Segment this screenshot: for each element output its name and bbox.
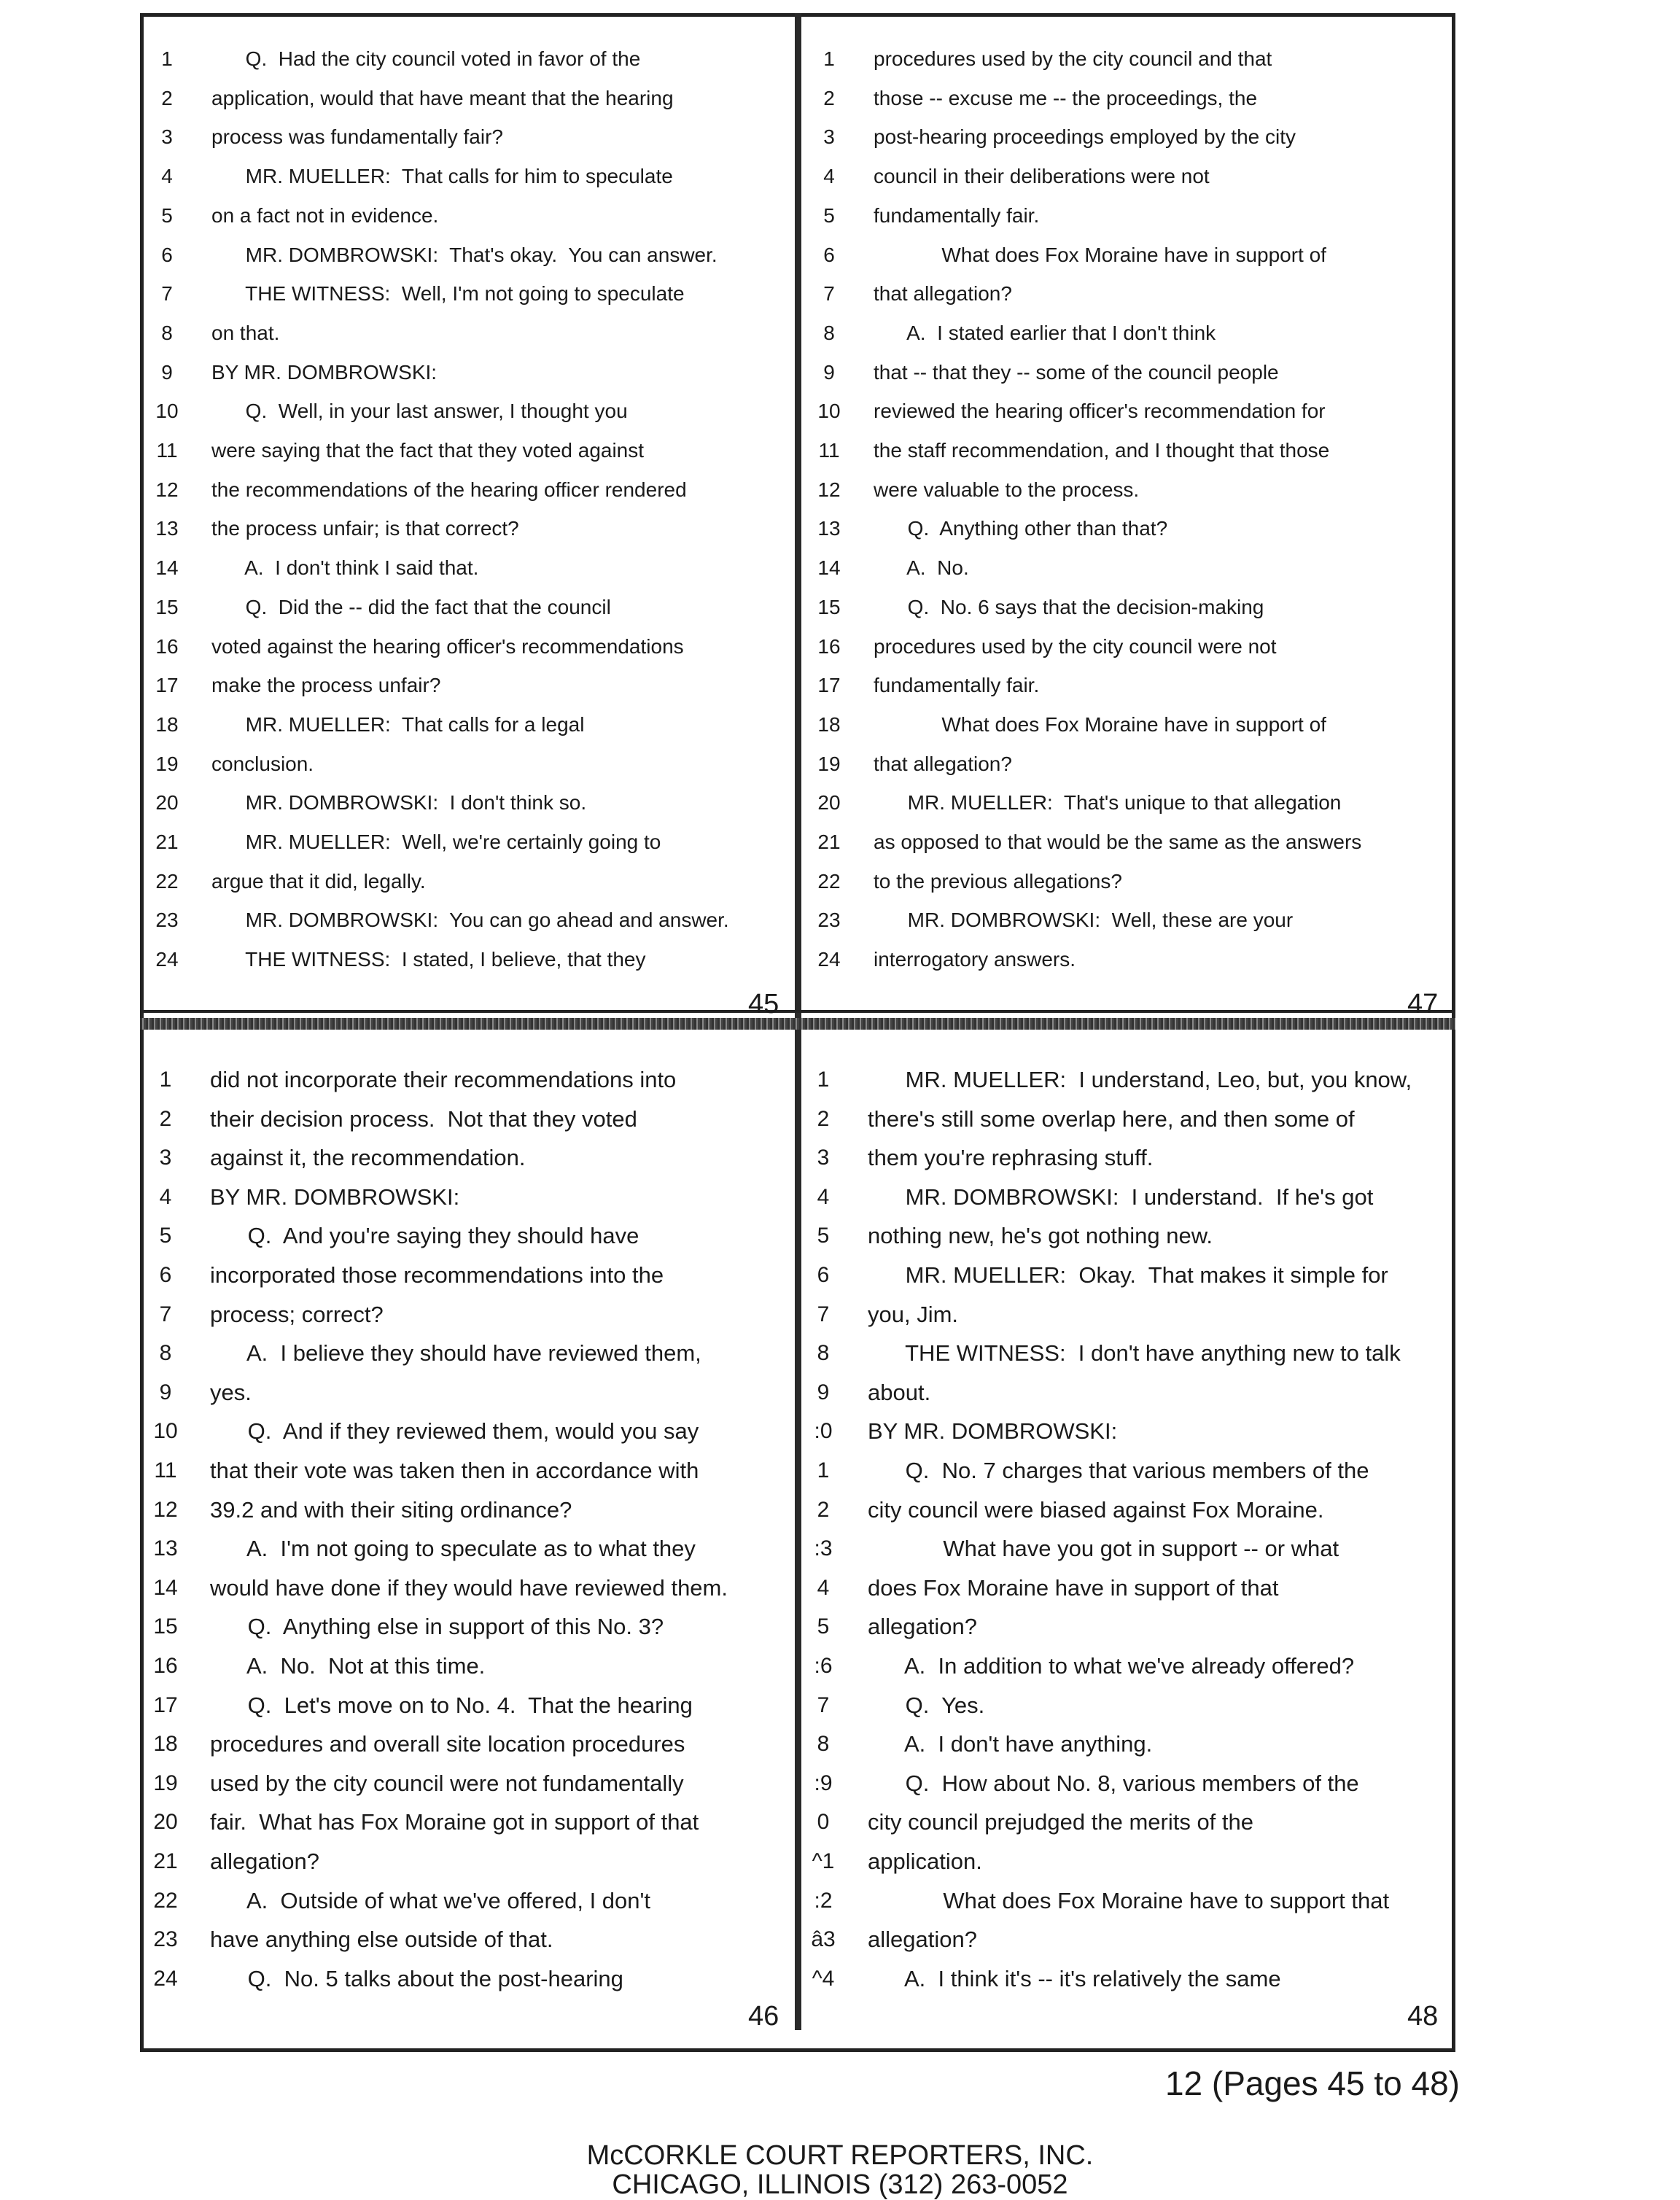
line-number: 4 — [159, 1184, 172, 1209]
line-number: 15 — [153, 1614, 178, 1639]
line-number: 8 — [823, 321, 835, 344]
line-number: 7 — [161, 282, 173, 306]
transcript-line — [808, 824, 1464, 860]
line-text: process; correct? — [210, 1301, 384, 1327]
line-text: make the process unfair? — [211, 674, 441, 697]
line-text: A. Outside of what we've offered, I don't — [210, 1887, 651, 1913]
line-number: 9 — [159, 1380, 172, 1404]
transcript-line — [802, 1101, 1458, 1138]
transcript-line — [802, 1335, 1458, 1372]
line-number: 18 — [817, 712, 841, 736]
line-number: 24 — [153, 1966, 178, 1991]
line-text: MR. DOMBROWSKI: You can go ahead and answer. — [211, 909, 729, 932]
line-number: 6 — [159, 1263, 172, 1287]
line-text: What does Fox Moraine have in support of — [874, 712, 1326, 736]
line-number: 2 — [159, 1106, 172, 1131]
transcript-line — [802, 1531, 1458, 1567]
line-text: Q. Had the city council voted in favor of the — [211, 47, 641, 70]
line-number: 14 — [155, 556, 179, 580]
line-number: 20 — [155, 791, 179, 815]
transcript-line — [146, 746, 802, 782]
transcript-line — [144, 1257, 801, 1294]
transcript-line — [808, 707, 1464, 743]
line-number: 4 — [161, 165, 173, 188]
transcript-line — [808, 550, 1464, 586]
line-text: Q. No. 7 charges that various members of the — [868, 1458, 1369, 1483]
transcript-line — [144, 1804, 801, 1841]
line-number: 12 — [153, 1497, 178, 1522]
line-number: 13 — [817, 517, 841, 540]
line-text: that -- that they -- some of the council people — [874, 360, 1279, 384]
line-number: :6 — [814, 1654, 833, 1678]
pages-range-label: 12 (Pages 45 to 48) — [1164, 2064, 1460, 2102]
line-number: 9 — [823, 360, 835, 384]
line-number: 15 — [155, 595, 179, 618]
line-text: THE WITNESS: I don't have anything new to talk — [868, 1340, 1401, 1367]
line-text: does Fox Moraine have in support of that — [868, 1574, 1279, 1601]
line-text: nothing new, he's got nothing new. — [868, 1223, 1213, 1249]
transcript-line — [144, 1531, 801, 1567]
line-number: 10 — [153, 1419, 178, 1444]
line-text: about. — [868, 1379, 931, 1405]
transcript-line — [144, 1648, 801, 1684]
line-number: 22 — [817, 869, 841, 893]
line-number: 11 — [156, 439, 178, 462]
line-number: 17 — [153, 1692, 178, 1717]
line-number: 1 — [161, 47, 173, 70]
line-number: 15 — [817, 595, 841, 618]
line-text: allegation? — [868, 1614, 977, 1640]
transcript-line — [146, 785, 802, 821]
line-text: allegation? — [210, 1849, 319, 1874]
line-text: MR. DOMBROWSKI: I understand. If he's got — [868, 1183, 1374, 1210]
transcript-line — [808, 354, 1464, 391]
line-text: A. I stated earlier that I don't think — [874, 321, 1216, 344]
line-text: What does Fox Moraine have in support of — [874, 243, 1326, 266]
transcript-line — [146, 119, 802, 155]
line-number: 16 — [155, 634, 179, 658]
transcript-line — [808, 941, 1464, 978]
transcript-line — [802, 1609, 1458, 1645]
line-text: Q. Did the -- did the fact that the council — [211, 595, 611, 618]
line-text: Q. No. 5 talks about the post-hearing — [210, 1965, 623, 1991]
transcript-line — [146, 707, 802, 743]
transcript-line — [808, 198, 1464, 234]
line-text: application. — [868, 1849, 982, 1874]
line-text: What have you got in support -- or what — [868, 1536, 1339, 1562]
line-number: 8 — [161, 321, 173, 344]
transcript-line — [144, 1101, 801, 1138]
line-text: MR. MUELLER: That calls for him to speculate — [211, 165, 673, 188]
transcript-line — [146, 629, 802, 665]
line-number: 8 — [817, 1732, 830, 1757]
court-reporter-company: McCORKLE COURT REPORTERS, INC. — [586, 2140, 1094, 2171]
line-number: 7 — [817, 1692, 830, 1717]
line-text: to the previous allegations? — [874, 869, 1122, 893]
line-text: A. No. Not at this time. — [210, 1653, 486, 1679]
line-text: A. I'm not going to speculate as to what they — [210, 1536, 696, 1562]
transcript-line — [802, 1297, 1458, 1333]
line-text: city council were biased against Fox Moraine. — [868, 1496, 1324, 1523]
transcript-line — [146, 863, 802, 900]
transcript-line — [144, 1453, 801, 1489]
line-number: 23 — [153, 1927, 178, 1952]
line-number: 7 — [823, 282, 835, 306]
line-text: A. I don't think I said that. — [211, 556, 479, 580]
transcript-line — [144, 1765, 801, 1802]
line-number: :3 — [814, 1536, 833, 1561]
line-number: 24 — [155, 948, 179, 971]
line-text: fair. What has Fox Moraine got in support of that — [210, 1809, 699, 1835]
line-text: that their vote was taken then in accordance with — [210, 1458, 699, 1483]
line-number: 18 — [155, 712, 179, 736]
line-number: 9 — [161, 360, 173, 384]
line-text: MR. DOMBROWSKI: I don't think so. — [211, 791, 587, 815]
transcript-line — [144, 1883, 801, 1919]
line-text: have anything else outside of that. — [210, 1927, 553, 1953]
line-text: incorporated those recommendations into the — [210, 1262, 664, 1288]
transcript-line — [146, 472, 802, 508]
line-number: 10 — [155, 400, 179, 423]
line-text: Q. Let's move on to No. 4. That the hearing — [210, 1692, 693, 1718]
line-number: 7 — [817, 1302, 830, 1326]
line-text: Q. Anything other than that? — [874, 517, 1168, 540]
transcript-line — [144, 1297, 801, 1333]
line-number: 4 — [817, 1184, 830, 1209]
transcript-line — [808, 276, 1464, 312]
transcript-line — [808, 432, 1464, 469]
line-text: MR. DOMBROWSKI: Well, these are your — [874, 909, 1294, 932]
transcript-line — [802, 1413, 1458, 1450]
transcript-line — [802, 1218, 1458, 1254]
line-text: What does Fox Moraine have to support that — [868, 1887, 1390, 1913]
transcript-line — [808, 785, 1464, 821]
transcript-line — [146, 158, 802, 195]
line-text: 39.2 and with their siting ordinance? — [210, 1496, 572, 1523]
transcript-line — [802, 1921, 1458, 1958]
transcript-line — [144, 1570, 801, 1606]
transcript-line — [808, 902, 1464, 938]
page-number-45: 45 — [748, 989, 779, 1019]
transcript-line — [802, 1570, 1458, 1606]
transcript-line — [146, 354, 802, 391]
line-number: ^4 — [812, 1966, 835, 1991]
transcript-line — [144, 1218, 801, 1254]
transcript-line — [808, 746, 1464, 782]
line-number: 8 — [159, 1341, 172, 1366]
line-text: process was fundamentally fair? — [211, 125, 503, 149]
transcript-line — [802, 1179, 1458, 1216]
line-text: Q. And you're saying they should have — [210, 1223, 639, 1249]
page-number-48: 48 — [1407, 2001, 1439, 2032]
transcript-line — [144, 1335, 801, 1372]
line-text: MR. MUELLER: Okay. That makes it simple for — [868, 1262, 1388, 1288]
line-number: 20 — [153, 1810, 178, 1835]
line-number: ^1 — [812, 1849, 835, 1873]
transcript-line — [146, 432, 802, 469]
transcript-line — [144, 1609, 801, 1645]
line-number: 6 — [161, 243, 173, 266]
page-number-46: 46 — [748, 2001, 779, 2032]
transcript-line — [146, 550, 802, 586]
transcript-line — [808, 41, 1464, 77]
transcript-line — [146, 589, 802, 626]
line-number: 12 — [155, 478, 179, 501]
line-number: 6 — [817, 1263, 830, 1287]
transcript-line — [144, 1375, 801, 1411]
line-number: 2 — [817, 1106, 830, 1131]
line-number: 18 — [153, 1732, 178, 1757]
line-number: 1 — [817, 1458, 830, 1482]
line-number: 21 — [153, 1849, 178, 1873]
line-text: were valuable to the process. — [874, 478, 1140, 501]
transcript-line — [808, 80, 1464, 117]
line-text: procedures used by the city council and that — [874, 47, 1272, 70]
line-text: BY MR. DOMBROWSKI: — [211, 360, 438, 384]
transcript-line — [802, 1492, 1458, 1528]
line-number: â3 — [811, 1927, 836, 1952]
transcript-line — [146, 824, 802, 860]
transcript-line — [802, 1883, 1458, 1919]
transcript-line — [802, 1961, 1458, 1997]
line-number: 11 — [818, 439, 840, 462]
line-text: allegation? — [868, 1927, 977, 1953]
line-number: 19 — [153, 1771, 178, 1795]
line-text: A. No. — [874, 556, 969, 580]
line-text: that allegation? — [874, 752, 1012, 775]
transcript-line — [146, 80, 802, 117]
line-text: against it, the recommendation. — [210, 1145, 526, 1171]
line-text: voted against the hearing officer's recommendations — [211, 634, 684, 658]
transcript-line — [802, 1062, 1458, 1098]
line-text: MR. MUELLER: I understand, Leo, but, you know, — [868, 1067, 1412, 1092]
transcript-line — [808, 237, 1464, 273]
line-text: argue that it did, legally. — [211, 869, 426, 893]
transcript-line — [146, 393, 802, 429]
line-text: on a fact not in evidence. — [211, 203, 439, 227]
line-number: 5 — [159, 1224, 172, 1248]
line-number: 4 — [823, 165, 835, 188]
line-text: A. In addition to what we've already offered? — [868, 1653, 1355, 1679]
line-number: 14 — [817, 556, 841, 580]
line-number: 21 — [155, 831, 179, 853]
line-number: 6 — [823, 243, 835, 266]
line-text: Q. How about No. 8, various members of the — [868, 1770, 1359, 1796]
line-number: 5 — [161, 203, 173, 227]
transcript-line — [146, 667, 802, 704]
horizontal-page-divider — [140, 1018, 1455, 1030]
line-text: Q. Anything else in support of this No. 3? — [210, 1614, 664, 1640]
line-text: conclusion. — [211, 752, 314, 775]
line-number: 22 — [155, 869, 179, 893]
line-number: 3 — [161, 125, 173, 149]
transcript-line — [808, 315, 1464, 351]
line-text: as opposed to that would be the same as the answers — [874, 831, 1362, 853]
transcript-line — [802, 1257, 1458, 1294]
transcript-line — [808, 667, 1464, 704]
line-text: application, would that have meant that the hearing — [211, 86, 674, 109]
line-text: MR. MUELLER: Well, we're certainly going to — [211, 831, 661, 853]
line-text: MR. DOMBROWSKI: That's okay. You can answer. — [211, 243, 718, 266]
transcript-line — [808, 158, 1464, 195]
line-text: them you're rephrasing stuff. — [868, 1145, 1154, 1171]
line-text: yes. — [210, 1379, 252, 1405]
line-number: 9 — [817, 1380, 830, 1404]
line-number: 16 — [153, 1654, 178, 1678]
transcript-line — [144, 1140, 801, 1176]
line-number: 3 — [823, 125, 835, 149]
transcript-line — [808, 589, 1464, 626]
transcript-line — [808, 629, 1464, 665]
line-number: 10 — [817, 400, 841, 423]
line-number: 24 — [817, 948, 841, 971]
transcript-line — [144, 1413, 801, 1450]
transcript-line — [146, 941, 802, 978]
horizontal-divider-line — [140, 1010, 1455, 1013]
transcript-line — [146, 41, 802, 77]
line-text: did not incorporate their recommendations into — [210, 1067, 677, 1092]
line-number: 2 — [823, 86, 835, 109]
transcript-line — [802, 1765, 1458, 1802]
line-number: 3 — [159, 1146, 172, 1170]
page-number-47: 47 — [1407, 989, 1439, 1019]
line-text: were saying that the fact that they voted against — [211, 439, 645, 462]
line-text: their decision process. Not that they voted — [210, 1105, 637, 1132]
line-text: MR. MUELLER: That calls for a legal — [211, 712, 585, 736]
transcript-line — [802, 1687, 1458, 1724]
line-number: 13 — [153, 1536, 178, 1561]
line-number: :9 — [814, 1771, 833, 1795]
transcript-line — [146, 315, 802, 351]
line-number: 23 — [817, 909, 841, 932]
line-text: you, Jim. — [868, 1301, 959, 1327]
line-number: 5 — [817, 1614, 830, 1639]
line-number: 16 — [817, 634, 841, 658]
transcript-line — [144, 1961, 801, 1997]
line-number: 23 — [155, 909, 179, 932]
line-number: 13 — [155, 517, 179, 540]
line-number: 5 — [817, 1224, 830, 1248]
line-number: 0 — [817, 1810, 830, 1835]
line-number: 22 — [153, 1888, 178, 1913]
transcript-line — [146, 276, 802, 312]
line-text: BY MR. DOMBROWSKI: — [210, 1183, 460, 1210]
transcript-line — [144, 1062, 801, 1098]
line-text: city council prejudged the merits of the — [868, 1809, 1253, 1835]
line-text: council in their deliberations were not — [874, 165, 1210, 188]
line-text: BY MR. DOMBROWSKI: — [868, 1418, 1118, 1445]
court-reporter-contact: CHICAGO, ILLINOIS (312) 263-0052 — [612, 2169, 1068, 2200]
line-number: 1 — [817, 1068, 830, 1092]
transcript-line — [808, 472, 1464, 508]
line-number: 21 — [817, 831, 841, 853]
transcript-line — [808, 393, 1464, 429]
line-number: 5 — [823, 203, 835, 227]
line-text: Q. Yes. — [868, 1692, 985, 1718]
line-number: :2 — [814, 1888, 833, 1913]
line-text: Q. No. 6 says that the decision-making — [874, 595, 1264, 618]
line-text: reviewed the hearing officer's recommendation for — [874, 400, 1326, 423]
transcript-line — [802, 1375, 1458, 1411]
line-text: Q. Well, in your last answer, I thought you — [211, 400, 628, 423]
transcript-line — [146, 237, 802, 273]
transcript-line — [144, 1179, 801, 1216]
transcript-line — [146, 510, 802, 547]
transcript-line — [802, 1804, 1458, 1841]
line-text: the process unfair; is that correct? — [211, 517, 519, 540]
line-text: MR. MUELLER: That's unique to that allegation — [874, 791, 1342, 815]
line-text: A. I believe they should have reviewed them, — [210, 1340, 701, 1367]
line-text: would have done if they would have reviewed them. — [210, 1574, 728, 1601]
transcript-line — [802, 1843, 1458, 1880]
line-number: 19 — [817, 752, 841, 775]
line-text: A. I think it's -- it's relatively the same — [868, 1965, 1281, 1991]
line-number: 12 — [817, 478, 841, 501]
line-number: 8 — [817, 1341, 830, 1366]
transcript-line — [144, 1843, 801, 1880]
transcript-line — [808, 510, 1464, 547]
line-number: 7 — [159, 1302, 172, 1326]
line-number: 17 — [817, 674, 841, 697]
line-number: 14 — [153, 1575, 178, 1600]
line-text: A. I don't have anything. — [868, 1731, 1153, 1757]
transcript-line — [144, 1726, 801, 1762]
line-text: there's still some overlap here, and then some of — [868, 1105, 1355, 1132]
line-text: procedures and overall site location procedures — [210, 1731, 685, 1757]
line-text: the staff recommendation, and I thought that those — [874, 439, 1330, 462]
line-text: used by the city council were not fundamentally — [210, 1770, 684, 1796]
transcript-line — [144, 1687, 801, 1724]
line-number: :0 — [814, 1419, 833, 1444]
line-number: 2 — [161, 86, 173, 109]
line-text: procedures used by the city council were not — [874, 634, 1277, 658]
line-text: Q. And if they reviewed them, would you say — [210, 1418, 699, 1445]
transcript-line — [802, 1453, 1458, 1489]
transcript-line — [144, 1492, 801, 1528]
line-number: 17 — [155, 674, 179, 697]
transcript-line — [802, 1140, 1458, 1176]
line-text: fundamentally fair. — [874, 203, 1040, 227]
line-text: that allegation? — [874, 282, 1012, 306]
line-text: the recommendations of the hearing officer rendered — [211, 478, 687, 501]
line-number: 1 — [823, 47, 835, 70]
transcript-line — [808, 863, 1464, 900]
line-number: 2 — [817, 1497, 830, 1522]
line-text: interrogatory answers. — [874, 948, 1076, 971]
transcript-line — [802, 1648, 1458, 1684]
line-text: those -- excuse me -- the proceedings, the — [874, 86, 1258, 109]
transcript-line — [808, 119, 1464, 155]
transcript-line — [146, 902, 802, 938]
line-text: on that. — [211, 321, 280, 344]
line-number: 19 — [155, 752, 179, 775]
transcript-line — [802, 1726, 1458, 1762]
line-number: 1 — [159, 1068, 172, 1092]
line-number: 3 — [817, 1146, 830, 1170]
transcript-line — [144, 1921, 801, 1958]
line-text: THE WITNESS: I stated, I believe, that they — [211, 948, 646, 971]
line-number: 11 — [154, 1458, 177, 1482]
line-text: THE WITNESS: Well, I'm not going to speculate — [211, 282, 685, 306]
line-number: 20 — [817, 791, 841, 815]
line-text: fundamentally fair. — [874, 674, 1040, 697]
line-text: post-hearing proceedings employed by the city — [874, 125, 1296, 149]
transcript-line — [146, 198, 802, 234]
line-number: 4 — [817, 1575, 830, 1600]
